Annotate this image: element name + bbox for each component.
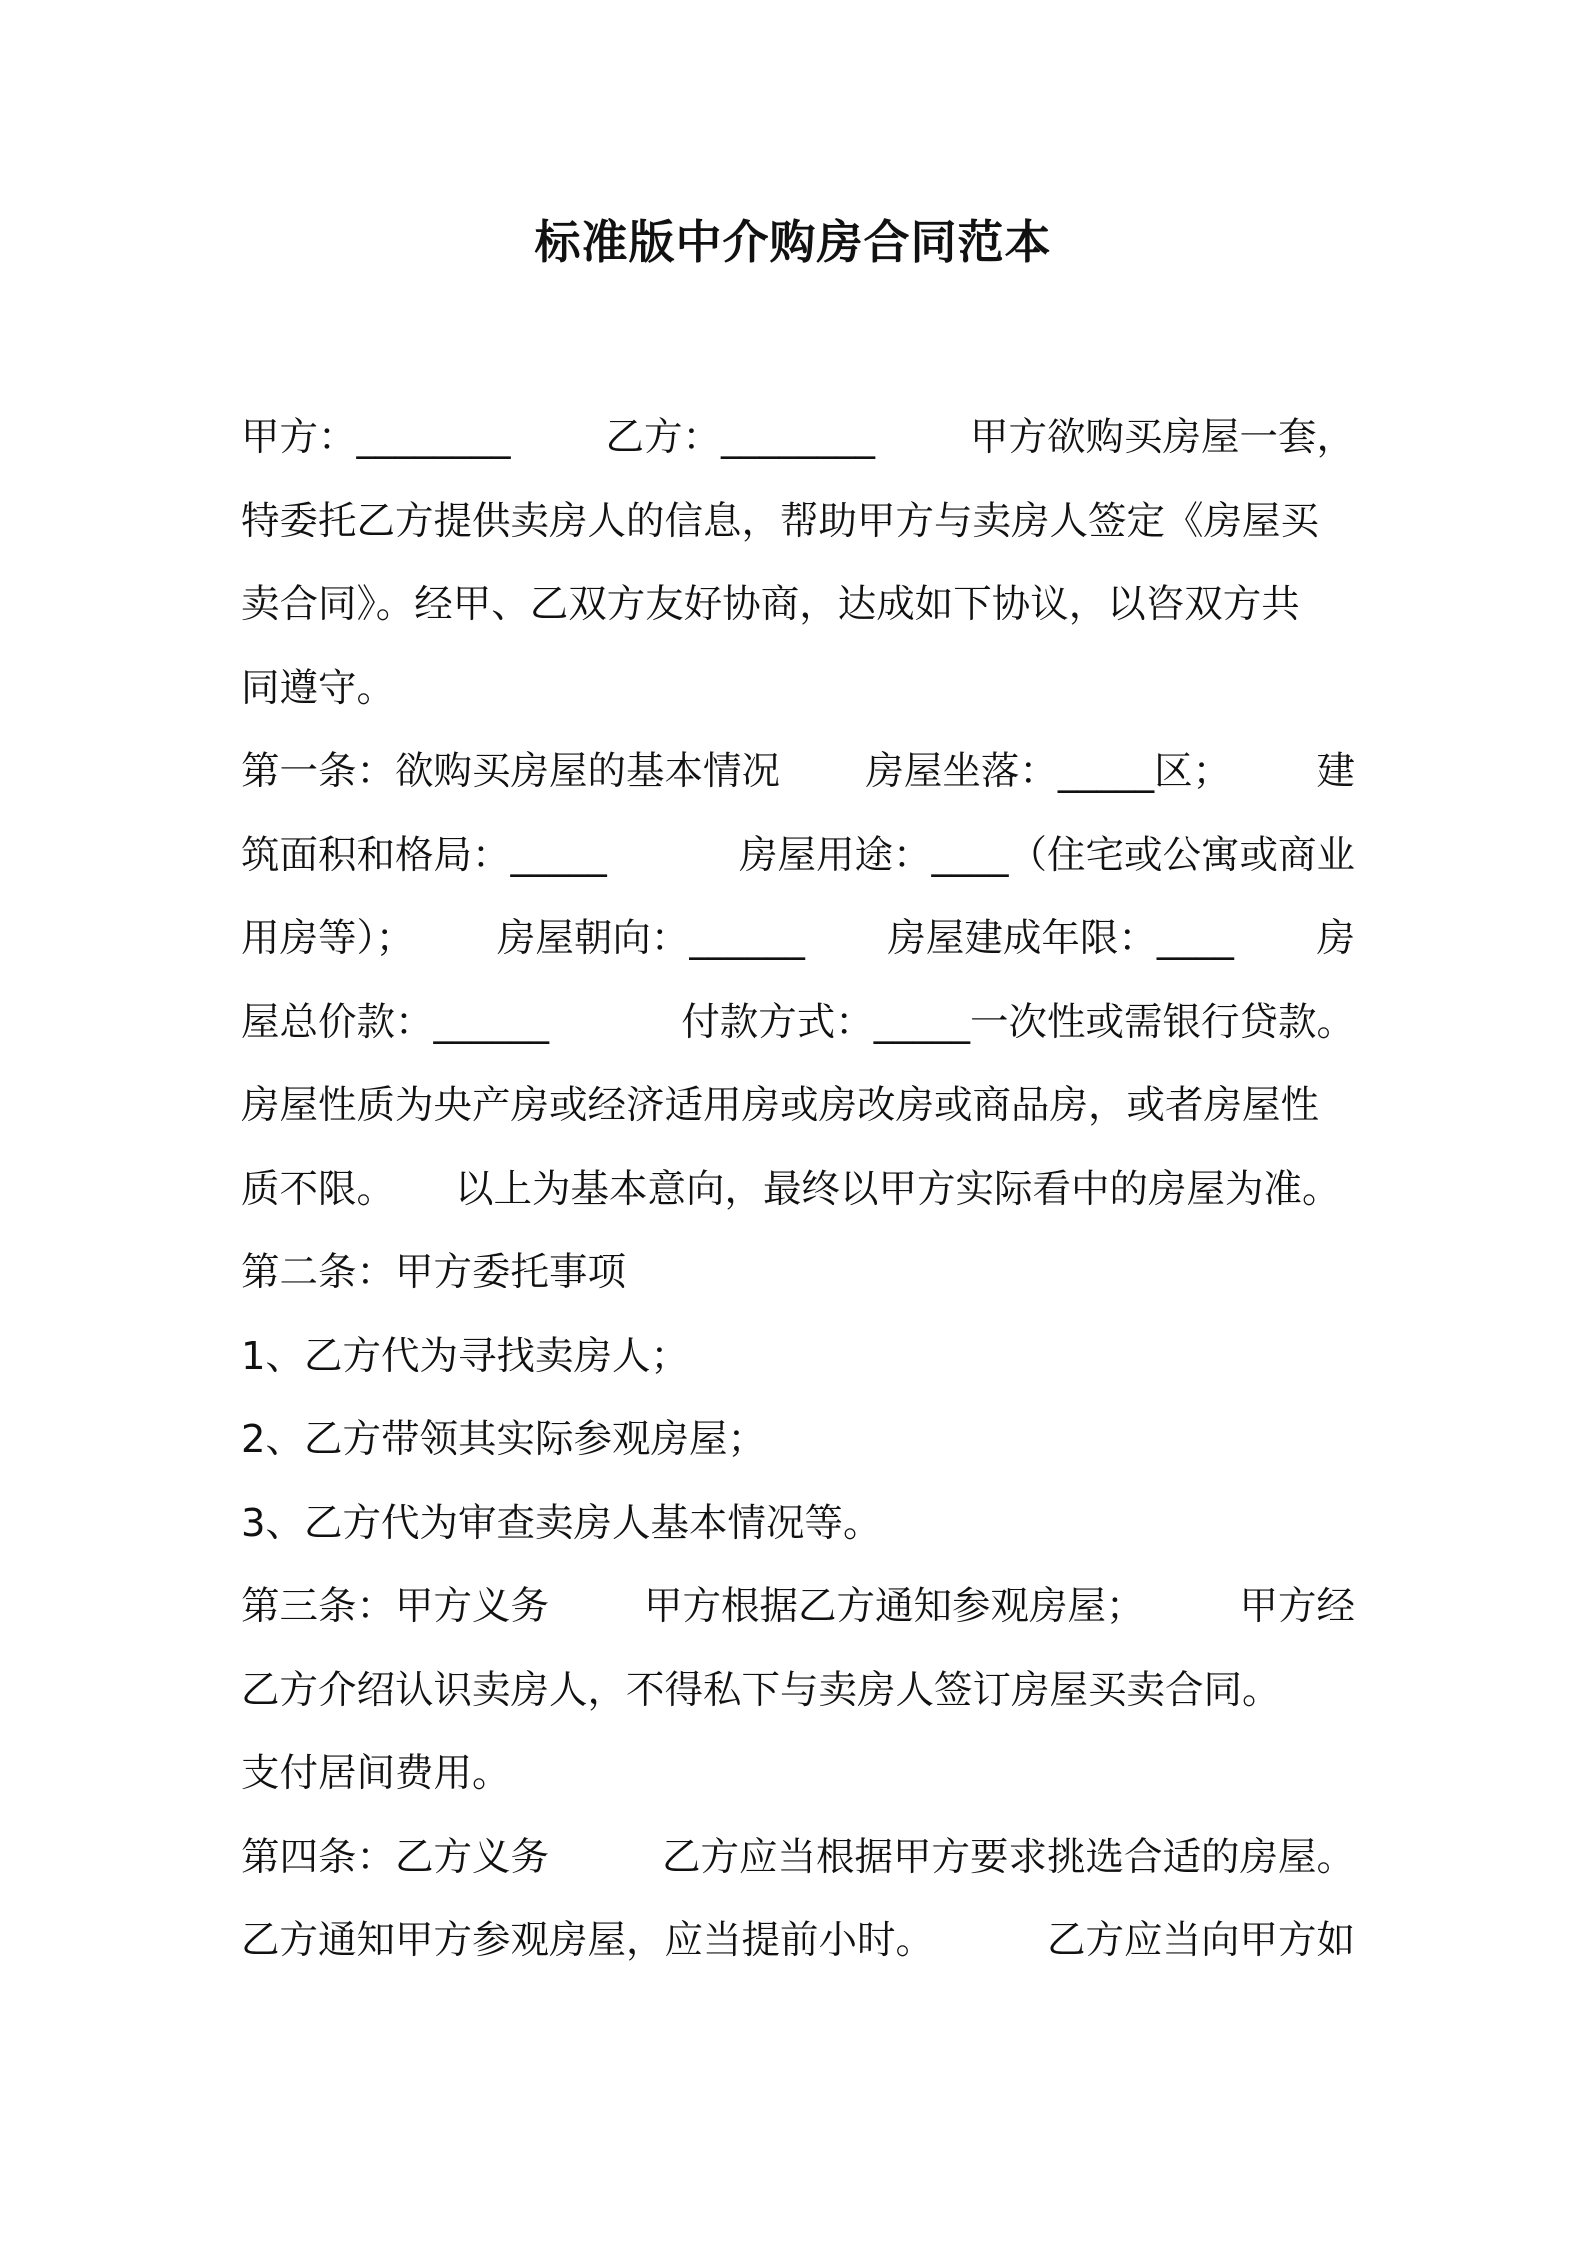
- text-segment: 屋总价款：______: [241, 999, 550, 1045]
- text-segment: 2、乙方带领其实际参观房屋；: [241, 1417, 766, 1462]
- document-body: [241, 396, 1355, 1983]
- text-segment: 房屋性质为央产房或经济适用房或房改房或商品房，或者房屋性: [241, 1083, 1320, 1128]
- text-line: [241, 1565, 1355, 1649]
- text-line: [241, 1649, 1355, 1733]
- text-line: [241, 1398, 1355, 1482]
- text-segment: 以上为基本意向，最终以甲方实际看中的房屋为准。: [455, 1166, 1341, 1212]
- text-segment: 乙方应当向甲方如: [1046, 1918, 1355, 1963]
- text-segment: 乙方介绍认识卖房人，不得私下与卖房人签订房屋买卖合同。: [241, 1667, 1281, 1713]
- text-segment: 乙方应当根据甲方要求挑选合适的房屋。: [661, 1834, 1355, 1880]
- text-line: [241, 1732, 1355, 1816]
- text-segment: 甲方欲购买房屋一套，: [969, 415, 1355, 460]
- text-line: [241, 1148, 1355, 1232]
- text-segment: 乙方通知甲方参观房屋，应当提前小时。: [241, 1918, 935, 1963]
- text-segment: 第三条：甲方义务: [241, 1584, 550, 1629]
- text-segment: 3、乙方代为审查卖房人基本情况等。: [241, 1500, 882, 1546]
- text-line: [241, 1315, 1355, 1399]
- text-line: [241, 1064, 1355, 1148]
- text-segment: 用房等）；: [241, 916, 415, 961]
- text-line: [241, 1816, 1355, 1900]
- text-segment: 付款方式：_____一次性或需银行贷款。: [681, 999, 1355, 1045]
- text-segment: 质不限。: [241, 1166, 396, 1212]
- text-segment: 房屋用途：____（住宅或公寓或商业: [738, 832, 1355, 878]
- text-segment: 筑面积和格局：_____: [241, 832, 607, 878]
- text-line: [241, 897, 1355, 981]
- text-segment: 第四条：乙方义务: [241, 1834, 550, 1880]
- text-segment: 第二条：甲方委托事项: [241, 1250, 627, 1295]
- text-segment: 建: [1316, 749, 1355, 794]
- text-segment: 房屋坐落：_____区；: [865, 749, 1232, 794]
- text-line: [241, 1899, 1355, 1983]
- text-line: [241, 981, 1355, 1065]
- text-segment: 甲方经: [1239, 1584, 1355, 1629]
- text-segment: 房屋建成年限：____: [887, 916, 1234, 961]
- text-segment: 1、乙方代为寻找卖房人；: [241, 1333, 689, 1379]
- text-segment: 甲方根据乙方通知参观房屋；: [643, 1584, 1145, 1629]
- text-segment: 房屋朝向：______: [496, 916, 805, 961]
- text-segment: 同遵守。: [241, 665, 396, 711]
- text-line: [241, 563, 1355, 647]
- text-segment: 支付居间费用。: [241, 1751, 511, 1796]
- text-segment: 乙方：________: [605, 415, 875, 460]
- text-line: [241, 647, 1355, 731]
- text-line: [241, 1231, 1355, 1315]
- text-line: [241, 730, 1355, 814]
- document-title: 标准版中介购房合同范本: [534, 215, 1052, 269]
- text-segment: 特委托乙方提供卖房人的信息，帮助甲方与卖房人签定《房屋买: [241, 498, 1320, 544]
- text-segment: 甲方：________: [241, 415, 511, 460]
- text-segment: 第一条：欲购买房屋的基本情况: [241, 749, 781, 794]
- text-line: [241, 480, 1355, 564]
- text-segment: 房: [1316, 916, 1355, 961]
- text-segment: 卖合同》。经甲、乙双方友好协商，达成如下协议，以咨双方共: [241, 582, 1300, 627]
- text-line: [241, 396, 1355, 480]
- text-line: [241, 1482, 1355, 1566]
- text-line: [241, 814, 1355, 898]
